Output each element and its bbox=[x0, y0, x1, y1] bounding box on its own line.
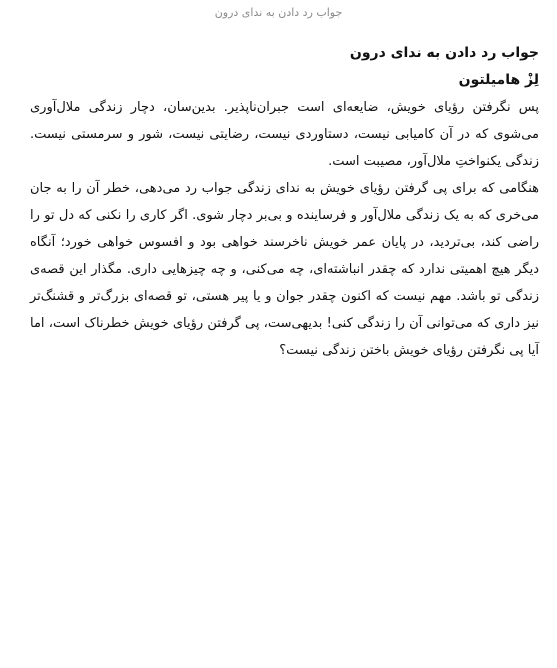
running-header: جواب رد دادن به ندای درون bbox=[214, 6, 343, 19]
article-body bbox=[30, 40, 539, 364]
paragraph: هنگامی که برای پی گرفتن رؤیای خویش به ندای زندگی جواب رد می‌دهی، خطر آن را به جان می‌خری که به یک زندگی ملال‌آور و فرساینده و بی‌بر دچار شوی. اگر کاری را نکنی که دل تو را راضی کند، بی‌تردید، در پایان عمر خویش ناخرسند خواهی بود و افسوس خواهی خورد؛ آنگاه دیگر هیچ اهمیتی ندارد که چقدر انباشته‌ای، چه می‌کنی، و چه چیزهایی داری. مگذار این قصه‌ی زندگی تو باشد. مهم نیست که اکنون چقدر جوان و یا پیر هستی، تو قصه‌ای بزرگ‌تر و قشنگ‌تر نیز داری که می‌توانی آن را زندگی کنی! بدیهی‌ست، پی گرفتن رؤیای خویش خطرناک است، اما آیا پی نگرفتن رؤیای خویش باختن زندگی نیست؟ bbox=[30, 181, 539, 358]
paragraph: پس نگرفتن رؤیای خویش، ضایعه‌ای است جبران‌ناپذیر. بدین‌سان، دچار زندگی ملال‌آوری می‌شوی که در آن کامیابی نیست، دستاوردی نیست، رضایتی نیست، شور و سرمستی نیست. زندگی یکنواختِ ملال‌آور، مصیبت است. bbox=[30, 100, 539, 169]
article-title: جواب رد دادن به ندای درون bbox=[349, 45, 539, 61]
article-author: لِزْ هامیلتون bbox=[458, 72, 539, 88]
